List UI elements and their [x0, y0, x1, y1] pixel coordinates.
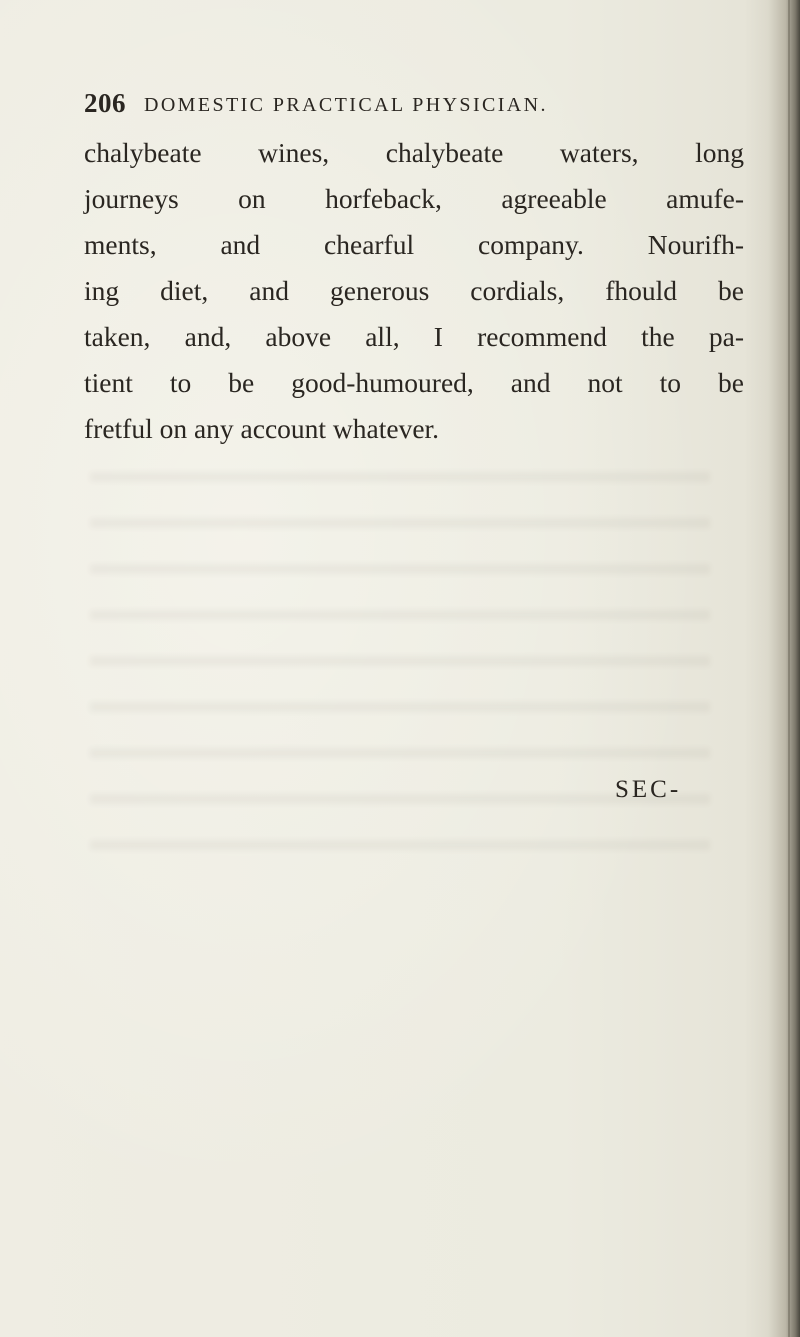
- page-number: 206: [84, 88, 126, 118]
- text-line: ing diet, and generous cordials, fhould be: [84, 275, 744, 306]
- spine-edge: [788, 0, 790, 1337]
- text-line: chalybeate wines, chalybeate waters, long: [84, 137, 744, 168]
- spine-shadow: [768, 0, 800, 1337]
- text-line: journeys on horfeback, agreeable amufe-: [84, 183, 744, 214]
- text-line: tient to be good-humoured, and not to be: [84, 367, 744, 398]
- text-line: taken, and, above all, I recommend the pa-: [84, 321, 744, 352]
- running-head: [84, 88, 724, 124]
- text-line: ments, and chearful company. Nourifh-: [84, 229, 744, 260]
- text-line: fretful on any account whatever.: [84, 413, 440, 444]
- catchword: SEC-: [615, 776, 682, 803]
- body-paragraph: [84, 130, 744, 452]
- running-head-title: DOMESTIC PRACTICAL PHYSICIAN.: [144, 94, 548, 116]
